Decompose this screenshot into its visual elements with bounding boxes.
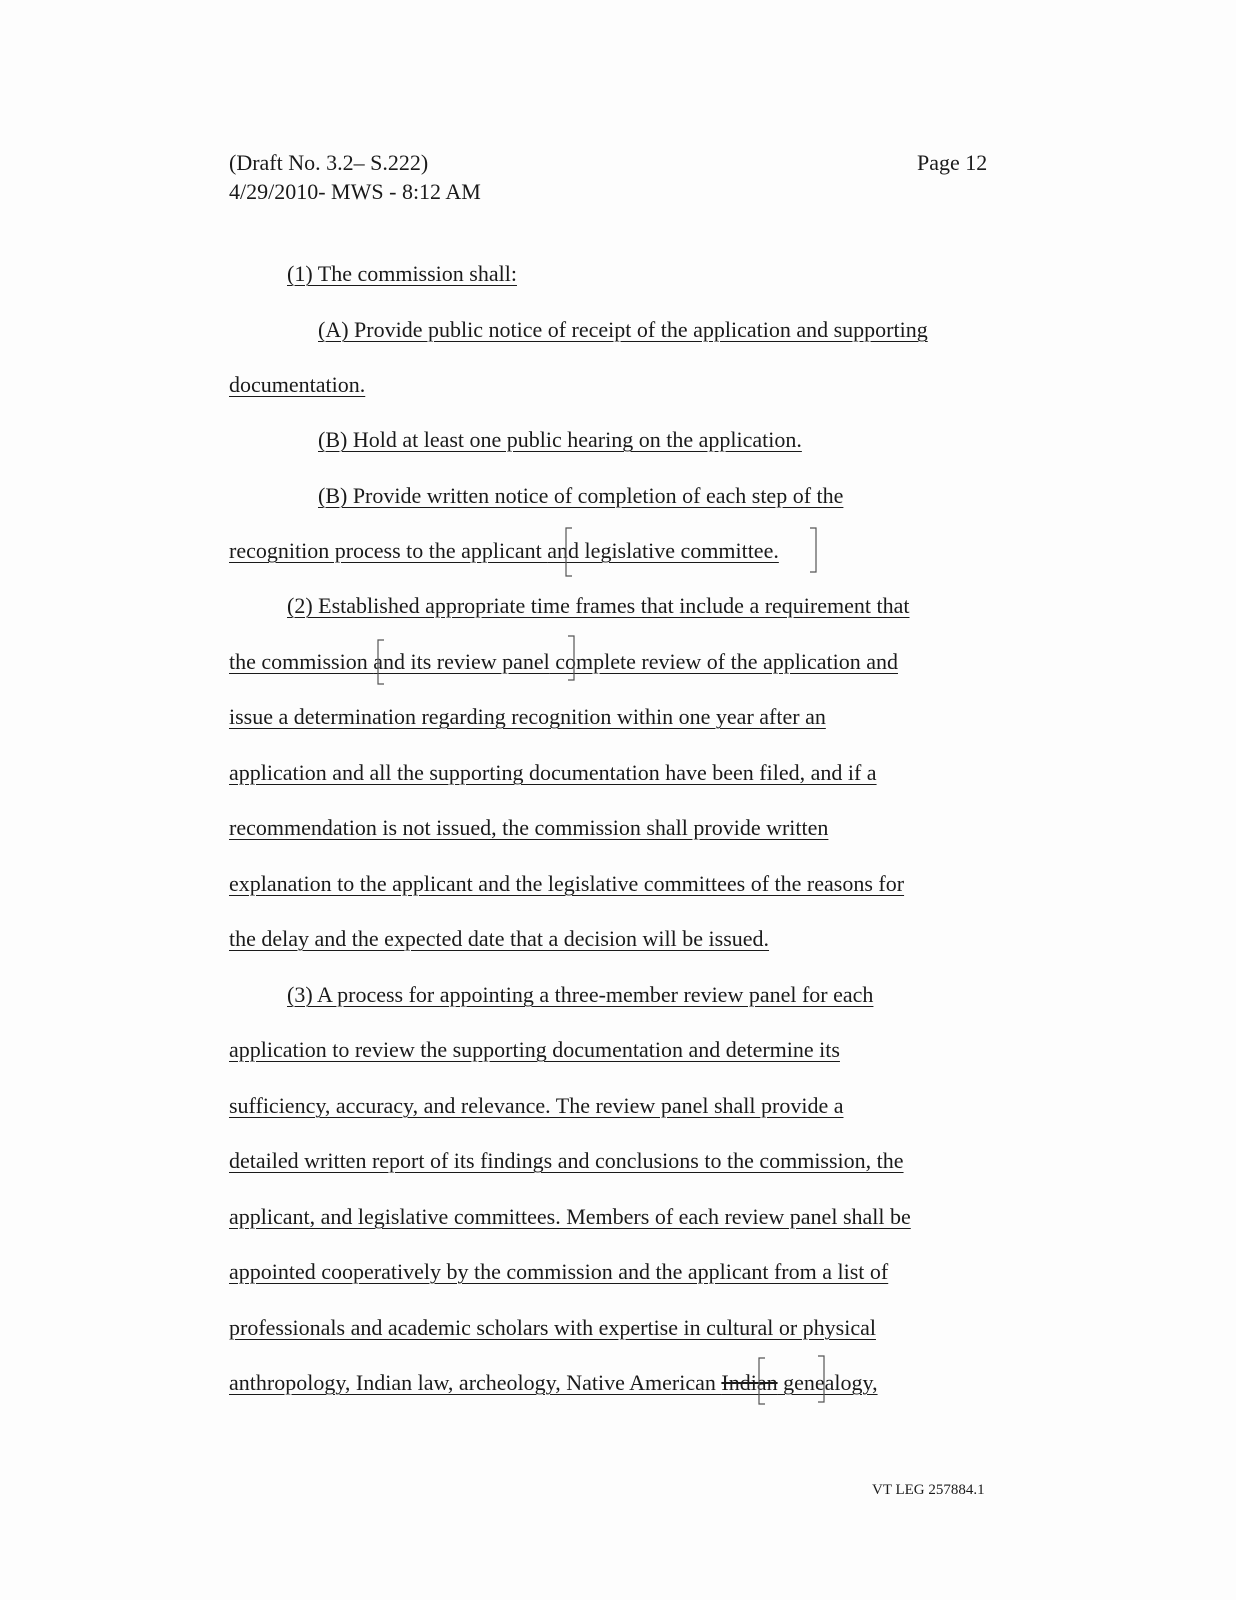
subsection-3-line-2: application to review the supporting documentation and determine its [229, 1037, 840, 1062]
text-segment: recognition process to the applicant [229, 538, 548, 563]
draft-date: 4/29/2010- MWS - 8:12 AM [229, 179, 481, 204]
subsection-2-line-6: explanation to the applicant and the legislative committees of the reasons for [229, 871, 905, 896]
page-number: Page 12 [917, 150, 988, 175]
document-header [229, 148, 481, 206]
item-b-notice-line-1: (B) Provide written notice of completion of each step of the [318, 483, 844, 508]
text-segment: the commission [229, 649, 374, 674]
inserted-text: and legislative committee. [547, 538, 779, 563]
close-bracket-mark [810, 528, 816, 572]
subsection-2-line-3: issue a determination regarding recognition within one year after an [229, 704, 826, 729]
item-b-hearing: (B) Hold at least one public hearing on the application. [318, 427, 802, 452]
subsection-3-line-6: appointed cooperatively by the commission and the applicant from a list of [229, 1259, 889, 1284]
text-segment: complete review of the application and [549, 649, 898, 674]
text-segment: anthropology, Indian law, archeology, Native American [229, 1370, 722, 1395]
deleted-text: Indian [721, 1370, 778, 1395]
text-segment: genealogy, [777, 1370, 878, 1395]
subsection-3-line-3: sufficiency, accuracy, and relevance. The review panel shall provide a [229, 1093, 844, 1118]
item-b-notice-line-2 [229, 537, 779, 565]
subsection-3-line-1: (3) A process for appointing a three-member review panel for each [287, 982, 874, 1007]
inserted-text: and its review panel [373, 649, 550, 674]
subsection-3-line-4: detailed written report of its findings and conclusions to the commission, the [229, 1148, 904, 1173]
subsection-2-line-2 [229, 648, 898, 676]
subsection-2-line-5: recommendation is not issued, the commission shall provide written [229, 815, 829, 840]
subsection-3-line-8 [229, 1369, 878, 1397]
item-a-line-2: documentation. [229, 372, 366, 397]
subsection-2-line-7: the delay and the expected date that a decision will be issued. [229, 926, 770, 951]
subsection-3-line-5: applicant, and legislative committees. Members of each review panel shall be [229, 1204, 911, 1229]
subsection-2-line-1: (2) Established appropriate time frames that include a requirement that [287, 593, 910, 618]
document-id-footer: VT LEG 257884.1 [872, 1482, 985, 1498]
subsection-1-heading: (1) The commission shall: [287, 261, 517, 286]
item-a-line-1: (A) Provide public notice of receipt of the application and supporting [318, 317, 928, 342]
subsection-2-line-4: application and all the supporting documentation have been filed, and if a [229, 760, 877, 785]
draft-number: (Draft No. 3.2– S.222) [229, 150, 429, 175]
subsection-3-line-7: professionals and academic scholars with expertise in cultural or physical [229, 1315, 876, 1340]
